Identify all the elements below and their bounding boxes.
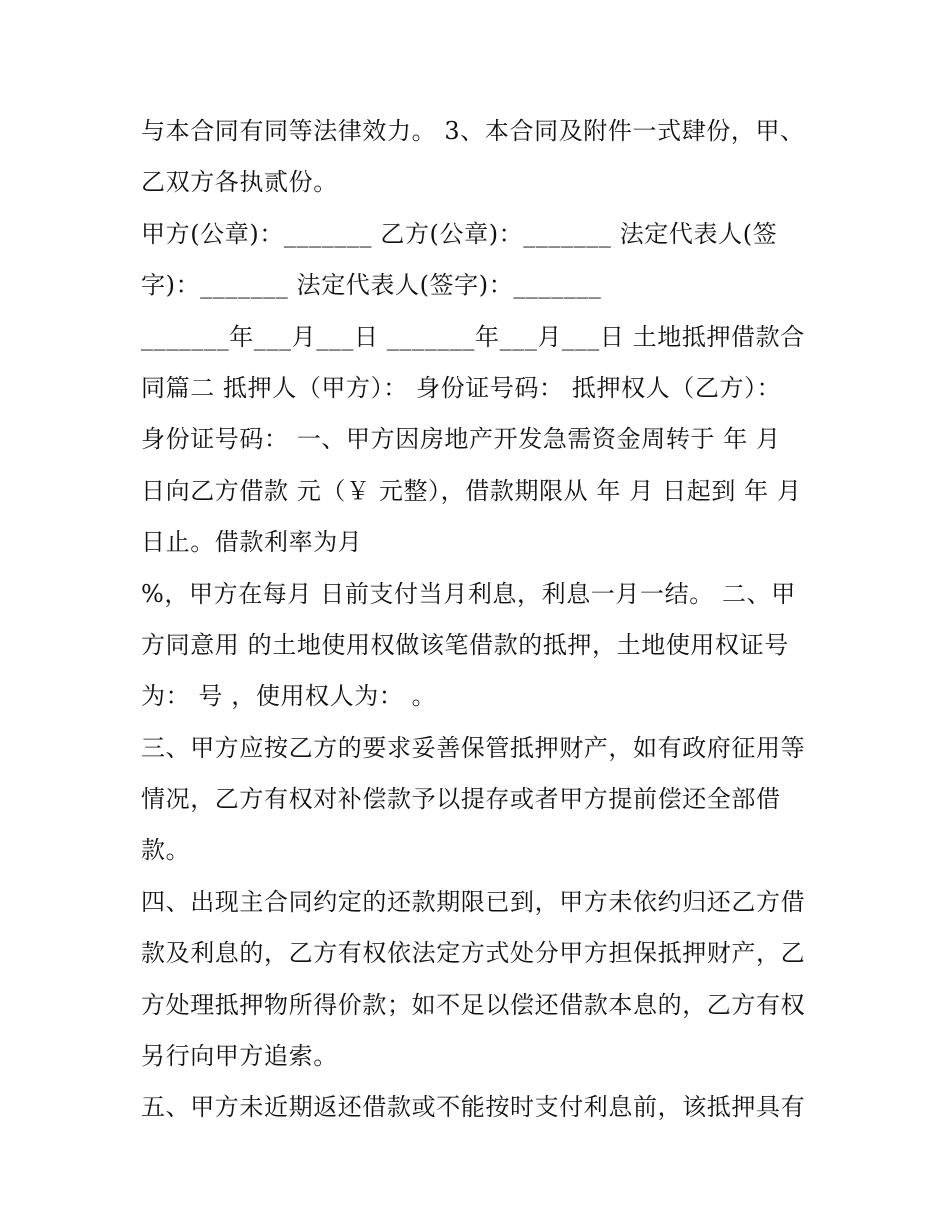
text-line: 身份证号码： 一、甲方因房地产开发急需资金周转于 年 月	[141, 425, 781, 454]
text-line: 四、出现主合同约定的还款期限已到，甲方未依约归还乙方借	[141, 887, 806, 916]
text-line: 乙双方各执贰份。	[141, 168, 338, 197]
text-line: 方处理抵押物所得价款；如不足以偿还借款本息的，乙方有权	[141, 990, 806, 1019]
text-line: 三、甲方应按乙方的要求妥善保管抵押财产，如有政府征用等	[141, 733, 806, 762]
text-line: 同篇二 抵押人（甲方）： 身份证号码： 抵押权人（乙方）：	[141, 373, 782, 402]
text-line: 日止。借款利率为月	[141, 528, 363, 557]
contract-body-text	[141, 106, 821, 1134]
text-line: 五、甲方未近期返还借款或不能按时支付利息前，该抵押具有	[141, 1093, 806, 1122]
text-line: 字)：_______ 法定代表人(签字)：_______	[141, 271, 602, 300]
text-line: 情况，乙方有权对补偿款予以提存或者甲方提前偿还全部借	[141, 785, 781, 814]
text-line: 与本合同有同等法律效力。 3、本合同及附件一式肆份，甲、	[141, 117, 805, 145]
text-line: %，甲方在每月 日前支付当月利息，利息一月一结。 二、甲	[141, 579, 796, 608]
text-line: 日向乙方借款 元（￥ 元整），借款期限从 年 月 日起到 年 月	[141, 476, 802, 505]
text-line: _______年___月___日 _______年___月___日 土地抵押借款合	[141, 322, 805, 351]
text-line: 为： 号 ，使用权人为： 。	[141, 682, 437, 711]
text-line: 款。	[141, 836, 191, 865]
text-line: 另行向甲方追索。	[141, 1042, 338, 1071]
text-line: 甲方(公章)：_______ 乙方(公章)：_______ 法定代表人(签	[141, 219, 778, 248]
text-line: 方同意用 的土地使用权做该笔借款的抵押，土地使用权证号	[141, 630, 789, 659]
text-line: 款及利息的，乙方有权依法定方式处分甲方担保抵押财产，乙	[141, 939, 806, 968]
